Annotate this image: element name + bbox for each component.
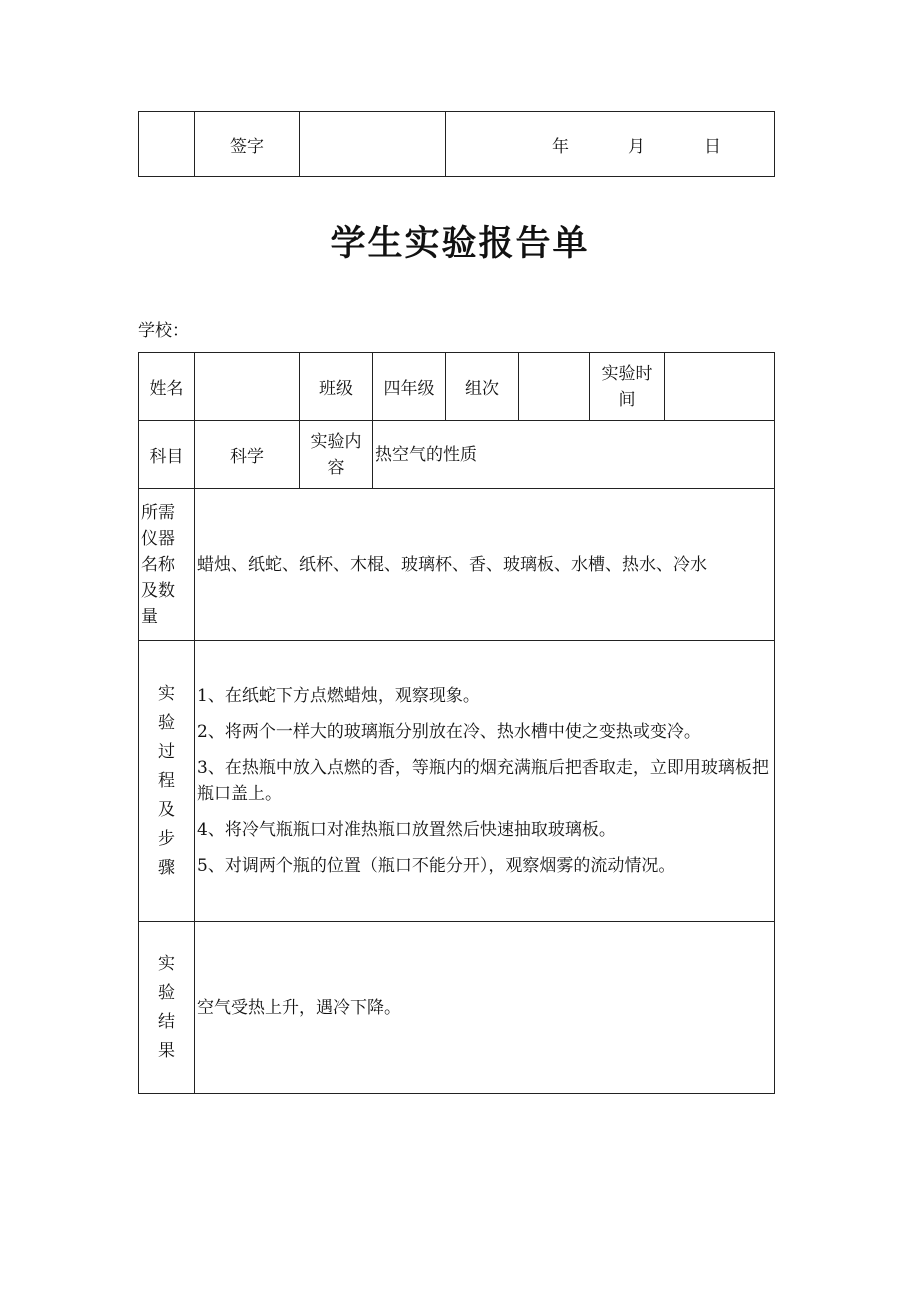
result-label-char: 果 xyxy=(158,1040,175,1061)
result-label-char: 结 xyxy=(158,1011,175,1032)
signature-field[interactable] xyxy=(300,112,446,177)
time-label xyxy=(590,353,665,421)
process-label-char: 程 xyxy=(158,770,175,791)
equipment-label-line: 所需 xyxy=(141,502,175,523)
date-day-label: 日 xyxy=(704,136,721,157)
process-label-char: 过 xyxy=(158,741,175,762)
equipment-value: 蜡烛、纸蛇、纸杯、木棍、玻璃杯、香、玻璃板、水槽、热水、冷水 xyxy=(195,489,775,641)
subject-value: 科学 xyxy=(195,421,300,489)
class-label: 班级 xyxy=(300,353,373,421)
empty-cell xyxy=(139,112,195,177)
process-label-char: 实 xyxy=(158,683,175,704)
time-label-line-2: 间 xyxy=(618,389,636,410)
signature-label: 签字 xyxy=(195,112,300,177)
content-label-line-2: 容 xyxy=(327,457,345,478)
result-label xyxy=(139,922,195,1094)
process-steps xyxy=(195,641,775,922)
equipment-label-line: 仪器 xyxy=(141,528,175,549)
school-label: 学校： xyxy=(138,321,189,341)
result-label-char: 实 xyxy=(158,953,175,974)
content-label xyxy=(300,421,373,489)
time-label-line-1: 实验时 xyxy=(601,363,653,384)
class-value: 四年级 xyxy=(373,353,446,421)
group-field[interactable] xyxy=(519,353,590,421)
step-item: 1、在纸蛇下方点燃蜡烛，观察现象。 xyxy=(197,686,480,706)
equipment-label-line: 量 xyxy=(141,606,158,627)
step-item: 4、将冷气瓶瓶口对准热瓶口放置然后快速抽取玻璃板。 xyxy=(197,820,616,840)
step-item: 5、对调两个瓶的位置（瓶口不能分开），观察烟雾的流动情况。 xyxy=(197,856,676,876)
date-year-label: 年 xyxy=(552,136,569,157)
process-label-char: 骤 xyxy=(158,857,175,878)
date-cell xyxy=(446,112,775,177)
equipment-label-line: 名称 xyxy=(141,554,175,575)
result-value: 空气受热上升，遇冷下降。 xyxy=(195,922,775,1094)
report-table xyxy=(138,352,775,1094)
process-label-char: 及 xyxy=(158,799,175,820)
equipment-label xyxy=(139,489,195,641)
result-label-char: 验 xyxy=(158,982,175,1003)
page-title: 学生实验报告单 xyxy=(330,224,590,264)
process-label-char: 验 xyxy=(158,712,175,733)
name-label: 姓名 xyxy=(139,353,195,421)
step-item: 2、将两个一样大的玻璃瓶分别放在冷、热水槽中使之变热或变冷。 xyxy=(197,722,701,742)
equipment-label-line: 及数 xyxy=(141,580,175,601)
step-item: 3、在热瓶中放入点燃的香，等瓶内的烟充满瓶后把香取走，立即用玻璃板把瓶口盖上。 xyxy=(197,758,769,804)
group-label: 组次 xyxy=(446,353,519,421)
date-month-label: 月 xyxy=(628,136,645,157)
content-label-line-1: 实验内 xyxy=(310,431,362,452)
name-field[interactable] xyxy=(195,353,300,421)
process-label-char: 步 xyxy=(158,828,175,849)
subject-label: 科目 xyxy=(139,421,195,489)
time-field[interactable] xyxy=(665,353,775,421)
signature-table xyxy=(138,111,775,177)
process-label xyxy=(139,641,195,922)
content-value: 热空气的性质 xyxy=(373,421,775,489)
